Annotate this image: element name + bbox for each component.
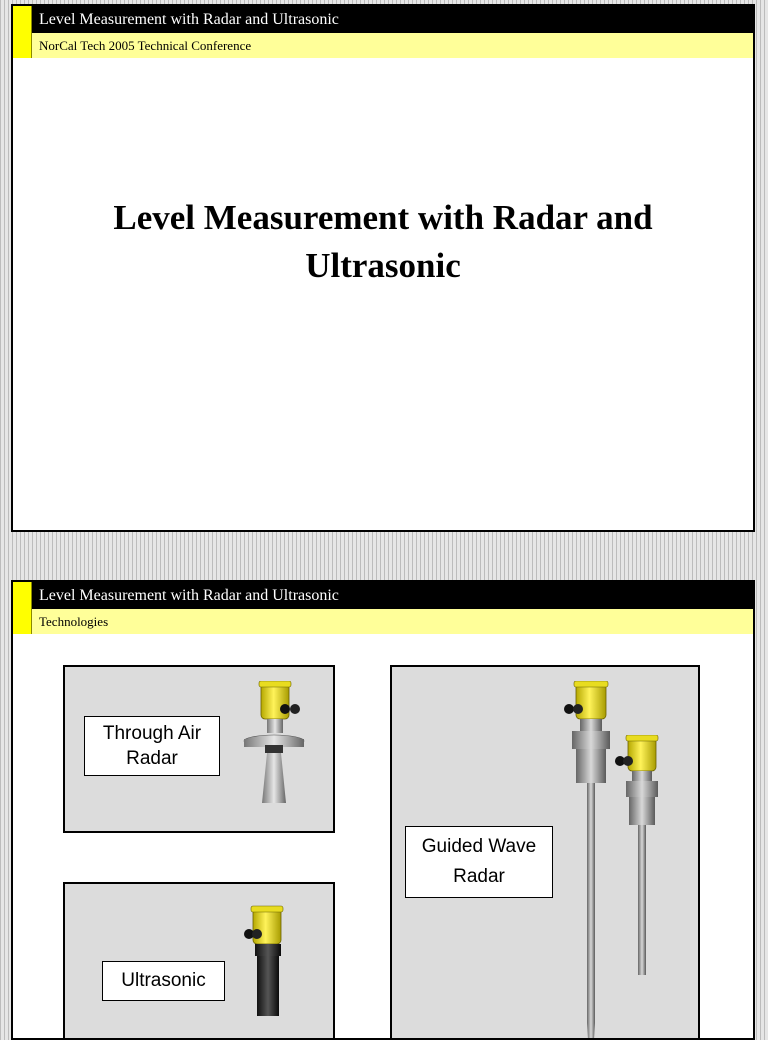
guided-wave-cable-sensor-icon	[614, 735, 668, 1040]
slide-header-title: Level Measurement with Radar and Ultrasonic	[13, 582, 753, 609]
slide-main-title	[13, 194, 753, 290]
slide-main-title-line2: Ultrasonic	[305, 246, 461, 285]
slide-header-title: Level Measurement with Radar and Ultrasonic	[13, 6, 753, 33]
through-air-radar-panel	[63, 665, 335, 833]
guided-wave-radar-label	[405, 826, 553, 898]
slide-main-title-line1: Level Measurement with Radar and	[113, 198, 653, 237]
slide-header-subtitle: NorCal Tech 2005 Technical Conference	[13, 33, 753, 58]
horn-radar-sensor-icon	[241, 681, 307, 817]
guided-wave-radar-label-line1: Guided Wave	[421, 836, 537, 857]
header-accent-bar	[13, 582, 32, 634]
slide-title	[11, 4, 755, 532]
slide-header-subtitle: Technologies	[13, 609, 753, 634]
guided-wave-radar-panel	[390, 665, 700, 1040]
header-accent-bar	[13, 6, 32, 58]
ultrasonic-sensor-icon	[231, 904, 295, 1040]
guided-wave-radar-label-line2: Radar	[453, 866, 505, 887]
through-air-radar-label	[84, 716, 220, 776]
through-air-radar-label-line1: Through Air	[102, 723, 202, 744]
through-air-radar-label-line2: Radar	[126, 748, 178, 769]
ultrasonic-panel	[63, 882, 335, 1040]
slide-technologies	[11, 580, 755, 1040]
ultrasonic-label: Ultrasonic	[102, 961, 225, 1001]
guided-wave-rod-sensor-icon	[560, 681, 620, 1040]
